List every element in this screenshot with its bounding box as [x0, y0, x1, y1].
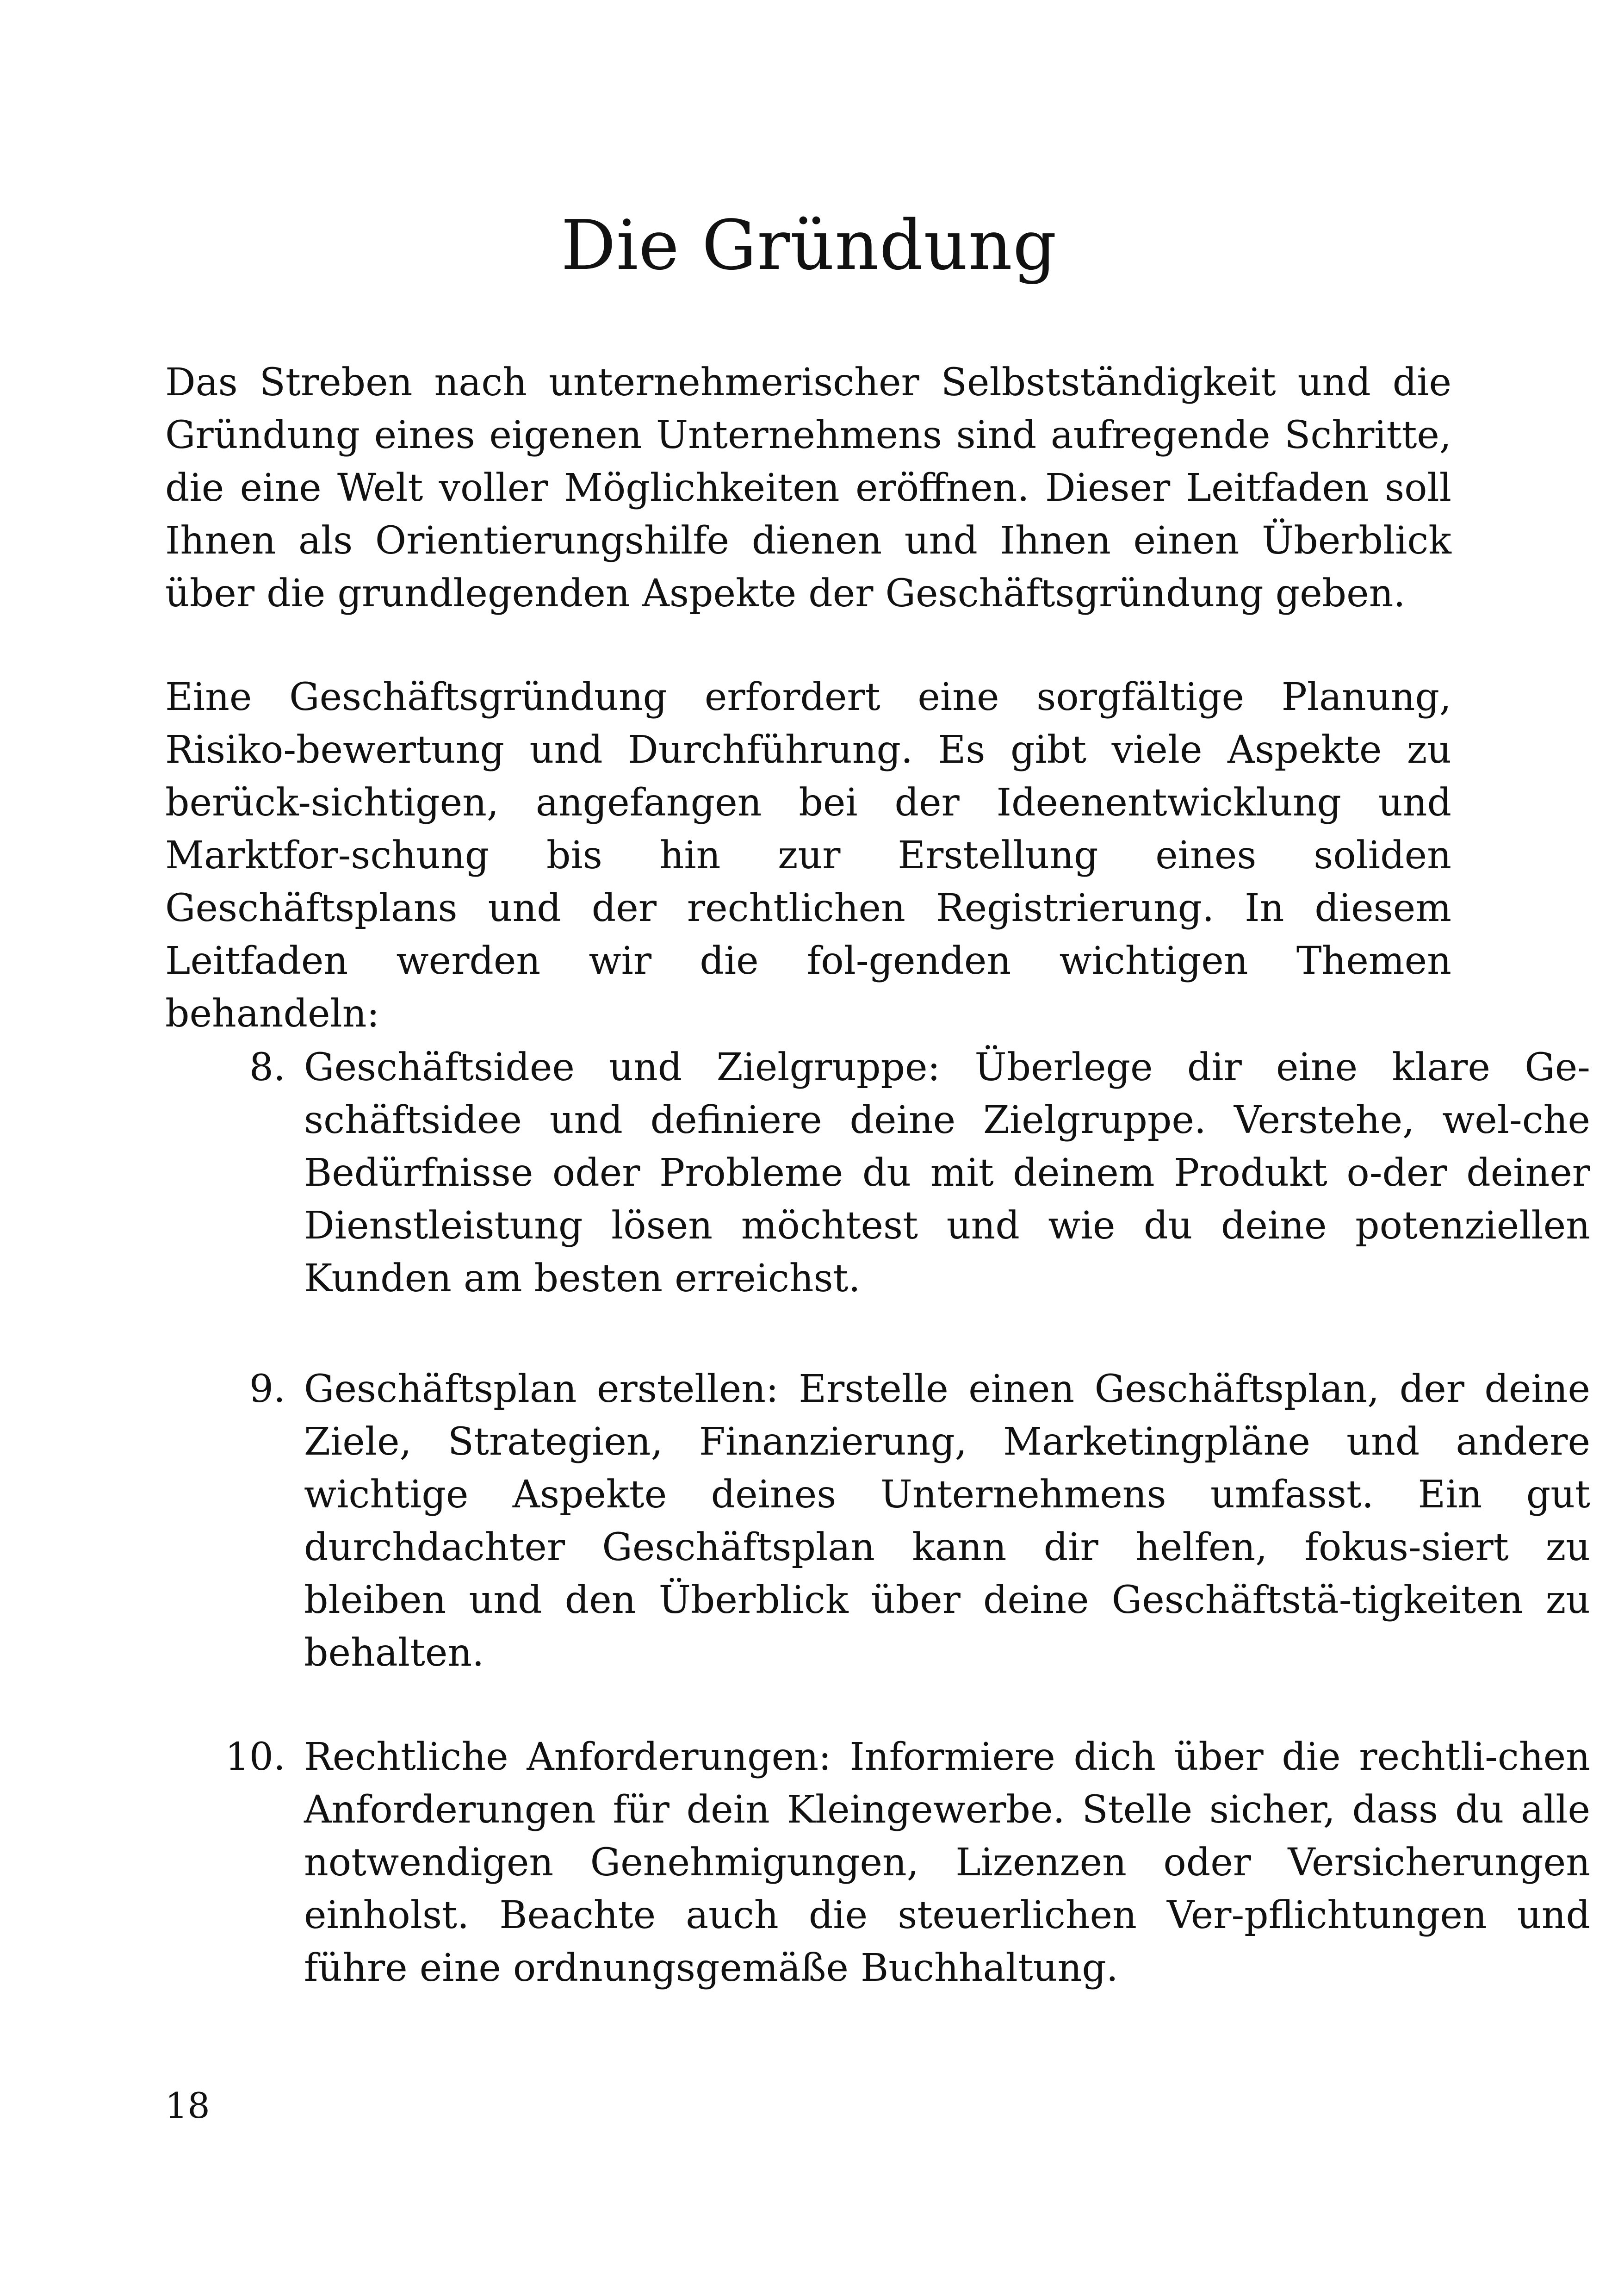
list-item-number: 10.	[225, 1735, 285, 1779]
list-item-text: Geschäftsplan erstellen: Erstelle einen Geschäftsplan, der deine Ziele, Strategien, Finanzierung, Marketingpläne und andere wichtige Aspekte deines Unternehmens umfasst. Ein gut durchdachter Geschäftsplan kann dir helfen, fokus-siert zu bleiben und den Überblick über deine Geschäftstä-tigkeiten zu behalten.	[304, 1367, 1590, 1675]
page-number: 18	[165, 2085, 210, 2126]
page-title: Die Gründung	[561, 205, 1057, 285]
list-item-number: 9.	[249, 1367, 285, 1411]
list-item-text: Rechtliche Anforderungen: Informiere dich über die rechtli-chen Anforderungen für dein Kleingewerbe. Stelle sicher, dass du alle notwendigen Genehmigungen, Lizenzen oder Versicherungen einholst. Beachte auch die steuerlichen Ver-pflichtungen und führe eine ordnungsgemäße Buchhaltung.	[304, 1735, 1590, 1990]
list-item-text: Geschäftsidee und Zielgruppe: Überlege dir eine klare Ge-schäftsidee und definiere deine Zielgruppe. Verstehe, wel-che Bedürfnisse oder Probleme du mit deinem Produkt o-der deiner Dienstleistung lösen möchtest und wie du deine potenziellen Kunden am besten erreichst.	[304, 1045, 1590, 1300]
intro-paragraph: Das Streben nach unternehmerischer Selbstständigkeit und die Gründung eines eigenen Unternehmens sind aufregende Schritte, die eine Welt voller Möglichkeiten eröffnen. Dieser Leitfaden soll Ihnen als Orientierungshilfe dienen und Ihnen einen Überblick über die grundlegenden Aspekte der Geschäftsgründung geben.	[165, 361, 1451, 616]
topics-paragraph: Eine Geschäftsgründung erfordert eine sorgfältige Planung, Risiko-bewertung und Durchführung. Es gibt viele Aspekte zu berück-sichtigen, angefangen bei der Ideenentwicklung und Marktfor-schung bis hin zur Erstellung eines soliden Geschäftsplans und der rechtlichen Registrierung. In diesem Leitfaden werden wir die fol-genden wichtigen Themen behandeln:	[165, 675, 1451, 1036]
list-item-number: 8.	[249, 1045, 285, 1089]
